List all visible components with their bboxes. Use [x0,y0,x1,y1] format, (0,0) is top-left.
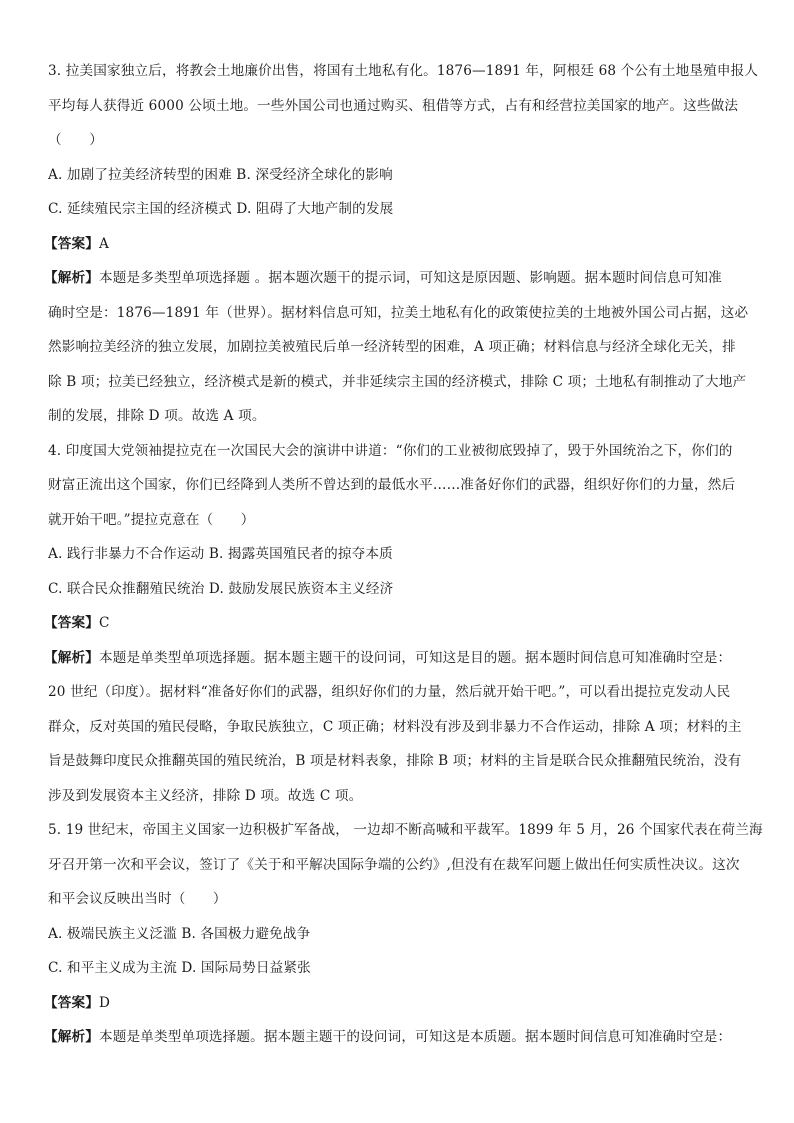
analysis-line: 旨是鼓舞印度民众推翻英国的殖民统治，B 项是材料表象，排除 B 项；材料的主旨是联合民众推翻殖民统治，没有 [48,753,742,769]
answer-line [44,606,760,641]
option-line: C. 和平主义成为主流 D. 国际局势日益紧张 [48,960,311,976]
question-stem-line: 5. 19 世纪末，帝国主义国家一边积极扩军备战， 一边却不断高喊和平裁军。1899 年 5 月，26 个国家代表在荷兰海 [48,822,763,838]
answer-label: 【答案】 [44,615,99,631]
analysis-line: 涉及到发展资本主义经济，排除 D 项。故选 C 项。 [48,787,363,804]
question-stem-line: 和平会议反映出当时（ ） [48,891,227,907]
analysis-text: 本题是单类型单项选择题。据本题主题干的设问词，可知这是本质题。据本题时间信息可知准确时空是： [98,1029,732,1045]
answer-line [44,227,760,262]
analysis-line: 群众，反对英国的殖民侵略，争取民族独立，C 项正确；材料没有涉及到非暴力不合作运动，排除 A 项；材料的主 [48,718,742,735]
document-page [44,54,763,1055]
question-stem-line: （ ） [48,132,103,148]
option-line: C. 延续殖民宗主国的经济模式 D. 阻碍了大地产制的发展 [48,201,394,217]
analysis-line [44,641,760,676]
question-stem-line: 牙召开第一次和平会议，签订了《关于和平解决国际争端的公约》,但没有在裁军问题上做出任何实质性决议。这次 [48,856,740,873]
question-stem-line: 财富正流出这个国家，你们已经降到人类所不曾达到的最低水平……准备好你们的武器，组织好你们的力量，然后 [48,477,736,493]
analysis-line: 然影响拉美经济的独立发展，加剧拉美被殖民后单一经济转型的困难，A 项正确；材料信息与经济全球化无关，排 [48,339,736,355]
option-line: A. 践行非暴力不合作运动 B. 揭露英国殖民者的掠夺本质 [48,546,393,562]
option-line: A. 加剧了拉美经济转型的困难 B. 深受经济全球化的影响 [48,166,393,183]
answer-value: C [98,615,110,631]
analysis-text: 本题是多类型单项选择题 。据本题次题干的提示词，可知这是原因题、影响题。据本题时间信息可知准 [98,270,722,286]
answer-label: 【答案】 [44,994,99,1011]
analysis-line: 确时空是：1876—1891 年（世界）。据材料信息可知，拉美土地私有化的政策使拉美的土地被外国公司占据，这必 [48,304,749,321]
analysis-text: 本题是单类型单项选择题。据本题主题干的设问词，可知这是目的题。据本题时间信息可知准确时空是： [98,649,732,666]
analysis-line: 20 世纪（印度）。据材料“准备好你们的武器，组织好你们的力量，然后就开始干吧。”，可以看出提拉克发动人民 [48,684,731,700]
analysis-label: 【解析】 [44,1029,99,1045]
analysis-line [44,1020,760,1055]
question-4 [44,434,760,814]
answer-label: 【答案】 [44,235,99,252]
option-line: C. 联合民众推翻殖民统治 D. 鼓励发展民族资本主义经济 [48,580,394,597]
analysis-label: 【解析】 [44,270,99,286]
question-stem-line: 4. 印度国大党领袖提拉克在一次国民大会的演讲中讲道：“你们的工业被彻底毁掉了，毁于外国统治之下，你们的 [48,442,733,459]
analysis-line: 制的发展，排除 D 项。故选 A 项。 [48,408,266,424]
answer-value: D [98,994,111,1011]
question-stem-line: 就开始干吧。”提拉克意在（ ） [48,511,255,528]
question-stem-line: 平均每人获得近 6000 公顷土地。一些外国公司也通过购买、租借等方式，占有和经营拉美国家的地产。这些做法 [48,97,739,114]
question-3 [44,54,760,434]
analysis-label: 【解析】 [44,649,99,666]
answer-value: A [98,235,109,252]
analysis-line [44,261,760,296]
question-5 [44,813,763,1055]
analysis-line: 除 B 项；拉美已经独立，经济模式是新的模式，并非延续宗主国的经济模式，排除 C 项；土地私有制推动了大地产 [48,373,747,390]
question-stem-line: 3. 拉美国家独立后，将教会土地廉价出售，将国有土地私有化。1876—1891 年，阿根廷 68 个公有土地垦殖申报人 [48,63,759,79]
option-line: A. 极端民族主义泛滥 B. 各国极力避免战争 [48,925,311,942]
answer-line [44,986,760,1021]
